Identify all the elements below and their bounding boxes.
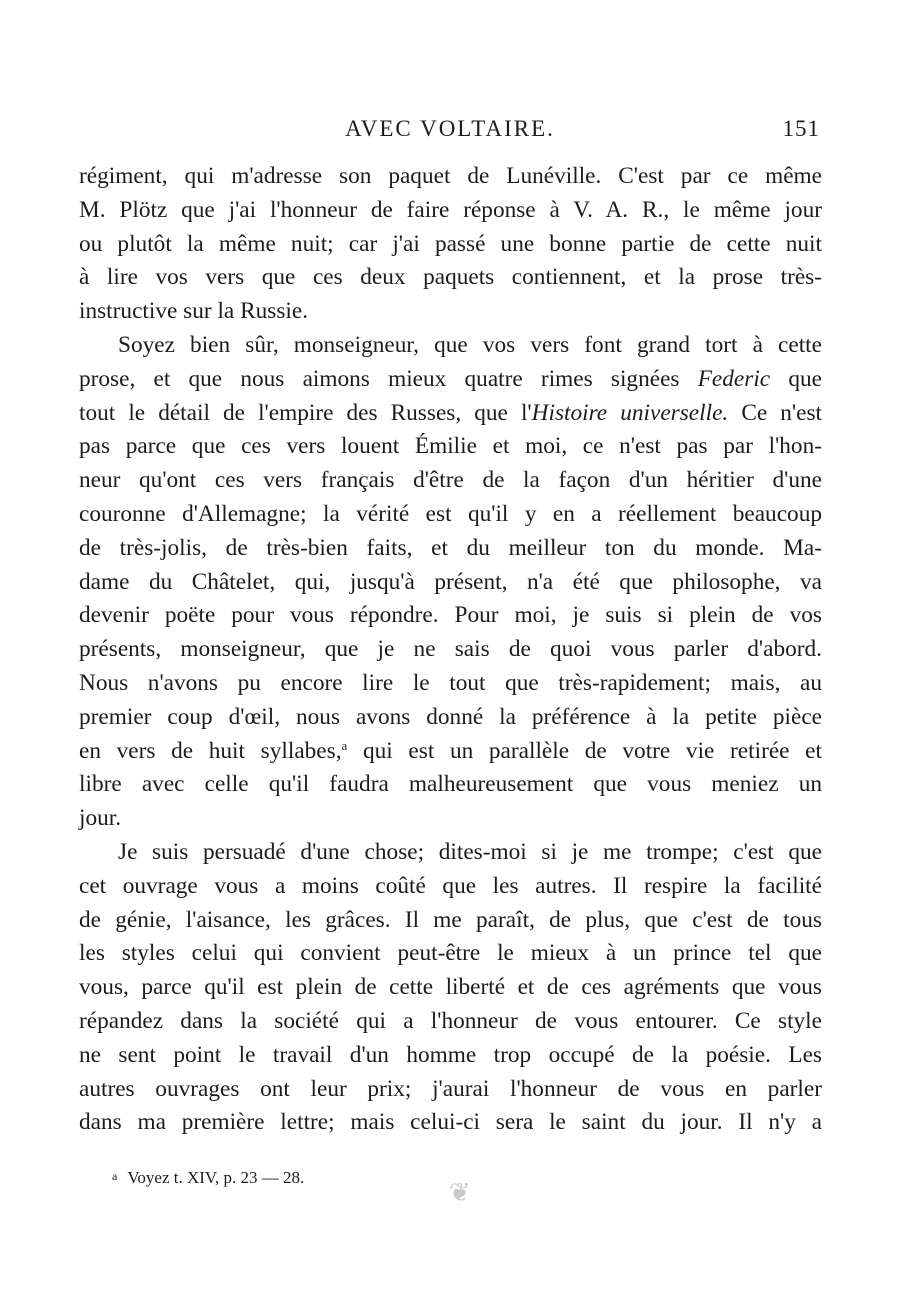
- running-title: AVEC VOLTAIRE.: [345, 116, 555, 141]
- footnote-text: Voyez t. XIV, p. 23 — 28.: [127, 1168, 305, 1187]
- footnote-mark: a: [112, 1169, 118, 1183]
- paragraph-1: [79, 160, 822, 329]
- text-run: tout le détail de l'empire des Russes, que l': [79, 399, 532, 426]
- text-line: dame du Châtelet, qui, jusqu'à présent, n'a été que philosophe, va: [79, 568, 822, 595]
- text-run: Ce n'est: [728, 399, 822, 426]
- text-line: jour.: [79, 805, 122, 832]
- text-line: Je suis persuadé d'une chose; dites-moi si je me trompe; c'est que: [118, 838, 822, 865]
- text-line: de très-jolis, de très-bien faits, et du meilleur ton du monde. Ma-: [79, 534, 822, 561]
- paragraph-2: [79, 329, 822, 836]
- text-line: Nous n'avons pu encore lire le tout que très-rapidement; mais, au: [79, 669, 822, 696]
- text-line: neur qu'ont ces vers français d'être de la façon d'un héritier d'une: [79, 467, 822, 494]
- text-line: présents, monseigneur, que je ne sais de quoi vous parler d'abord.: [79, 636, 822, 663]
- text-run: en vers de huit syllabes,: [79, 737, 342, 764]
- text-line: couronne d'Allemagne; la vérité est qu'il y en a réellement beaucoup: [79, 500, 822, 527]
- text-line: les styles celui qui convient peut-être le mieux à un prince tel que: [79, 940, 822, 967]
- footnote: [112, 1168, 304, 1188]
- text-line: dans ma première lettre; mais celui-ci sera le saint du jour. Il n'y a: [79, 1109, 822, 1136]
- text-line: devenir poëte pour vous répondre. Pour moi, je suis si plein de vos: [79, 602, 822, 629]
- text-line: instructive sur la Russie.: [79, 298, 309, 325]
- footnote-reference: a: [341, 737, 348, 753]
- text-run: qui est un parallèle de votre vie retirée et: [347, 737, 822, 764]
- italic-name-federic: Federic: [697, 365, 771, 392]
- running-head: [80, 116, 820, 150]
- page-number: 151: [782, 116, 820, 141]
- text-line: M. Plötz que j'ai l'honneur de faire réponse à V. A. R., le même jour: [79, 196, 822, 223]
- text-line: répandez dans la société qui a l'honneur de vous entourer. Ce style: [79, 1007, 822, 1034]
- text-line: ou plutôt la même nuit; car j'ai passé une bonne partie de cette nuit: [79, 230, 822, 257]
- text-run: que: [770, 365, 822, 392]
- text-line: pas parce que ces vers louent Émilie et moi, ce n'est pas par l'hon-: [79, 433, 822, 460]
- text-line: [79, 397, 822, 431]
- text-line: cet ouvrage vous a moins coûté que les autres. Il respire la facilité: [79, 872, 822, 899]
- text-line: autres ouvrages ont leur prix; j'aurai l'honneur de vous en parler: [79, 1075, 822, 1102]
- text-line: libre avec celle qu'il faudra malheureusement que vous meniez un: [79, 771, 822, 798]
- text-line: régiment, qui m'adresse son paquet de Lunéville. C'est par ce même: [79, 163, 822, 189]
- italic-title-histoire: Histoire universelle.: [531, 399, 729, 426]
- body-text: [79, 160, 822, 1140]
- ornament-icon: ❦: [449, 1178, 471, 1207]
- text-line: Soyez bien sûr, monseigneur, que vos vers font grand tort à cette: [118, 331, 822, 358]
- text-line: [79, 735, 822, 769]
- text-line: [79, 363, 822, 397]
- text-line: à lire vos vers que ces deux paquets contiennent, et la prose très-: [79, 264, 822, 291]
- text-line: premier coup d'œil, nous avons donné la préférence à la petite pièce: [79, 703, 822, 730]
- text-run: prose, et que nous aimons mieux quatre rimes signées: [79, 365, 698, 392]
- text-line: ne sent point le travail d'un homme trop occupé de la poésie. Les: [79, 1041, 822, 1068]
- paragraph-3: [79, 836, 822, 1140]
- text-line: vous, parce qu'il est plein de cette liberté et de ces agréments que vous: [79, 974, 822, 1001]
- text-line: de génie, l'aisance, les grâces. Il me paraît, de plus, que c'est de tous: [79, 906, 822, 933]
